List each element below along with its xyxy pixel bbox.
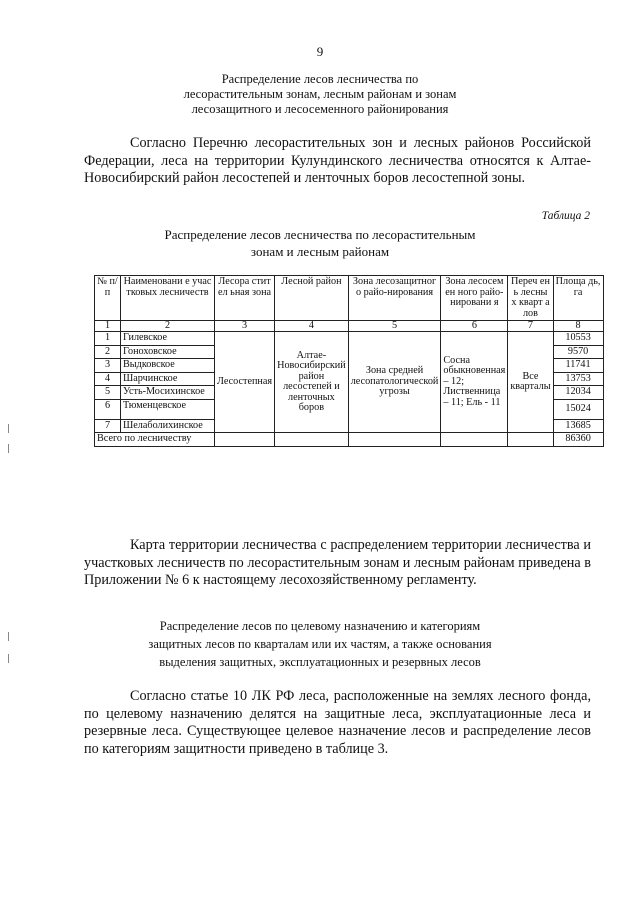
forestry-name: Выдковское [121,359,215,373]
forest-zone-cell: Лесостепная [215,332,275,433]
column-number-row [95,321,604,332]
paragraph-purpose: Согласно статье 10 ЛК РФ леса, расположенные на землях лесного фонда, по целевому назначению делятся на защитные леса, эксплуатационные леса и резервные леса. Существующее целевое назначение лесов и распределение лесов по категориям защитности приведено в таблице 3. [84,688,591,757]
paragraph-forest-zones: Согласно Перечню лесорастительных зон и лесных районов Российской Федерации, леса на территории Кулундинского лесничества относятся к Алтае-Новосибирский район лесостепей и ленточных боров лесостепной зоны. [84,135,591,187]
row-number: 4 [95,372,121,386]
total-label: Всего по лесничеству [95,433,215,447]
margin-mark [8,444,9,453]
area-value: 12034 [553,386,603,400]
empty-cell [275,433,349,447]
empty-cell [508,433,553,447]
forestry-name: Шелаболихинское [121,419,215,433]
area-value: 13753 [553,372,603,386]
row-number: 6 [95,399,121,419]
table-label: Таблица 2 [541,210,590,222]
table-title [120,226,520,260]
area-value: 11741 [553,359,603,373]
seed-zone-cell: Сосна обыкновенная – 12; Лиственница – 11; Ель - 11 [441,332,508,433]
header-cell: № п/п [95,276,121,321]
header-cell: Переч ень лесны х кварт алов [508,276,553,321]
forest-distribution-table [94,275,604,447]
column-number: 2 [121,321,215,332]
header-cell: Площа дь, га [553,276,603,321]
margin-mark [8,424,9,433]
paragraph-map-reference: Карта территории лесничества с распределением территории лесничества и участковых лесничеств по лесорастительным зонам и лесным районам приведена в Приложении № 6 к настоящему лесохозяйственному регламенту. [84,537,591,589]
forest-district-cell: Алтае-Новосибирский район лесостепей и ленточных боров [275,332,349,433]
title-line: лесорастительным зонам, лесным районам и зонам [183,87,457,101]
header-cell: Лесной район [275,276,349,321]
table-total-row [95,433,604,447]
table-title-line: Распределение лесов лесничества по лесорастительным [164,227,476,242]
quarters-cell: Все кварталы [508,332,553,433]
column-number: 4 [275,321,349,332]
subsection-title-line: выделения защитных, эксплуатационных и резервных лесов [159,654,481,669]
table-title-line: зонам и лесным районам [250,244,390,259]
subsection-title-line: защитных лесов по кварталам или их частям, а также основания [148,636,492,651]
section-title [120,72,520,117]
row-number: 7 [95,419,121,433]
area-value: 10553 [553,332,603,346]
column-number: 6 [441,321,508,332]
title-line: Распределение лесов лесничества по [221,72,419,86]
forestry-name: Тюменцевское [121,399,215,419]
row-number: 2 [95,345,121,359]
empty-cell [348,433,441,447]
margin-mark [8,654,9,663]
margin-mark [8,632,9,641]
area-value: 13685 [553,419,603,433]
empty-cell [441,433,508,447]
subsection-title [120,618,520,671]
column-number: 8 [553,321,603,332]
column-number: 5 [348,321,441,332]
header-cell: Лесора стител ьная зона [215,276,275,321]
header-cell: Зона лесозащитног о райо-нирования [348,276,441,321]
forestry-name: Шарчинское [121,372,215,386]
area-value: 15024 [553,399,603,419]
table-row [95,332,604,346]
area-value: 9570 [553,345,603,359]
header-cell: Наименовани е участковых лесничеств [121,276,215,321]
forestry-name: Гилевское [121,332,215,346]
header-cell: Зона лесосемен ного райо-нировани я [441,276,508,321]
protection-zone-cell: Зона средней лесопатологической угрозы [348,332,441,433]
forestry-name: Усть-Мосихинское [121,386,215,400]
column-number: 7 [508,321,553,332]
title-line: лесозащитного и лесосеменного районирования [191,102,449,116]
table-header-row [95,276,604,321]
subsection-title-line: Распределение лесов по целевому назначению и категориям [159,619,481,633]
total-area: 86360 [553,433,603,447]
column-number: 3 [215,321,275,332]
column-number: 1 [95,321,121,332]
empty-cell [215,433,275,447]
row-number: 5 [95,386,121,400]
forestry-name: Гоноховское [121,345,215,359]
row-number: 1 [95,332,121,346]
page-number: 9 [316,44,324,59]
row-number: 3 [95,359,121,373]
